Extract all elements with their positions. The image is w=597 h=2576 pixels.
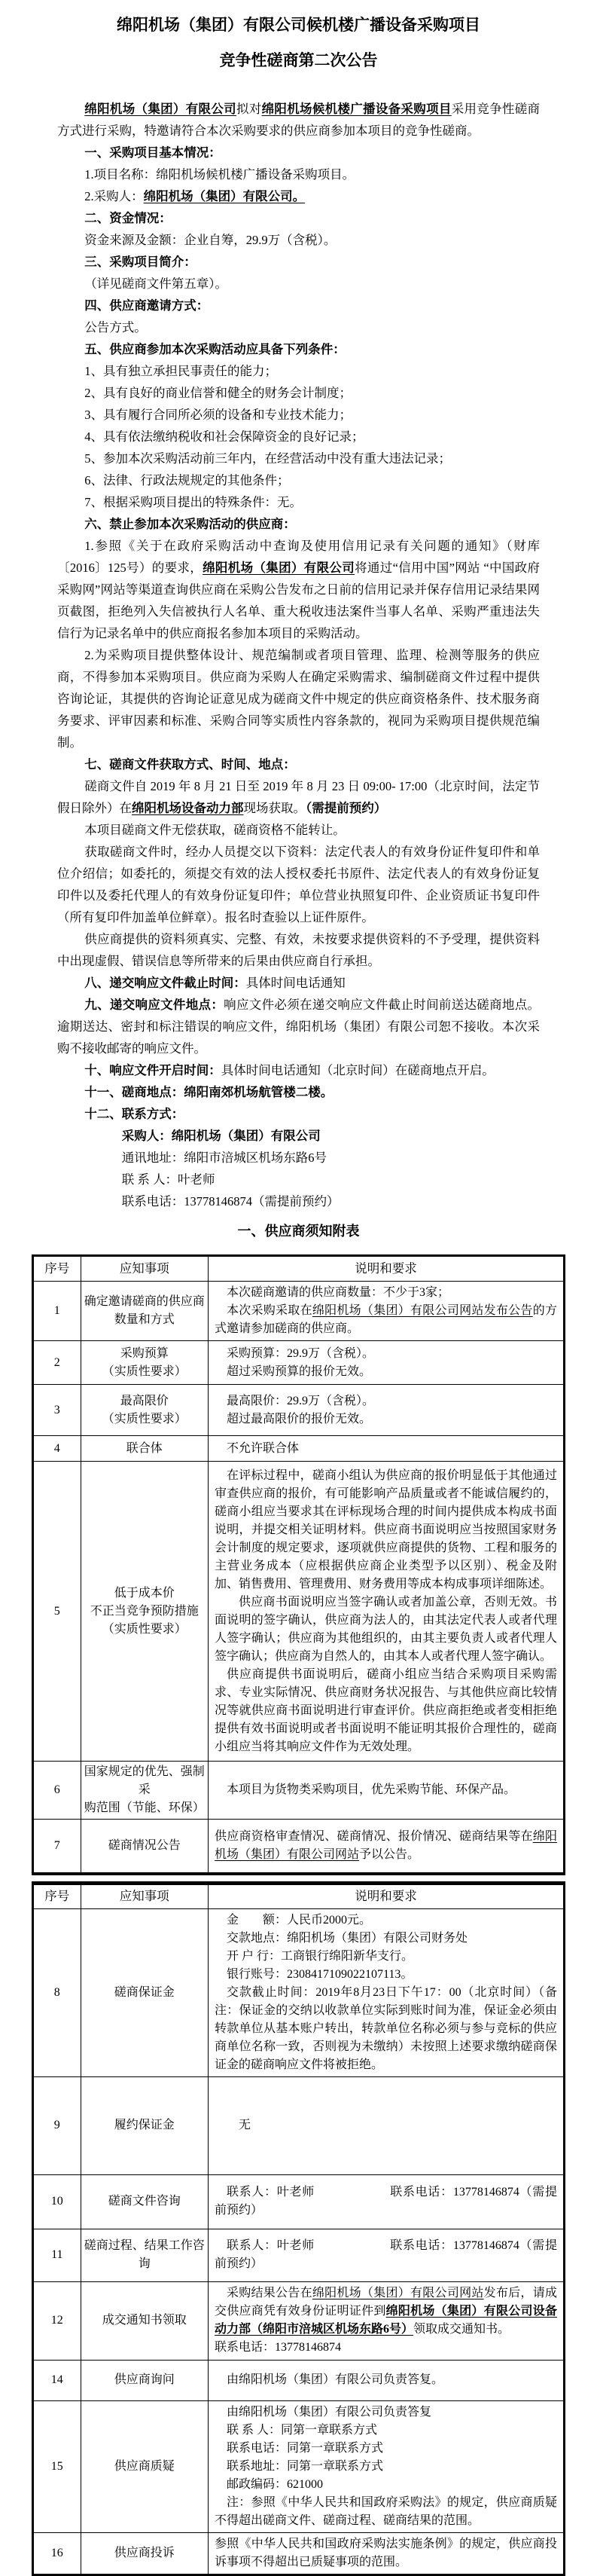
text-segment: 联系电话：同第一章联系方式: [226, 2441, 383, 2455]
row-item: [81, 1436, 208, 1462]
row-item: [81, 1762, 208, 1820]
row-item-line: 确定邀请磋商的供应商: [84, 1295, 205, 1308]
text-segment: 二、资金情况：: [84, 211, 172, 225]
paragraph: [57, 382, 540, 404]
table-row: [33, 1462, 565, 1762]
row-description-paragraph: [215, 2371, 557, 2389]
row-description-paragraph: [215, 1966, 557, 1984]
row-item-line: 国家规定的优先、强制采: [84, 1765, 205, 1796]
text-segment: 具体时间电话通知（北京时间）在磋商地点开启。: [221, 1063, 495, 1077]
paragraph: [57, 273, 540, 295]
text-segment: 绵阳机场设备动力部: [132, 801, 244, 815]
row-description-paragraph: [215, 1666, 557, 1756]
table-row: [33, 1282, 565, 1341]
text-segment: （详见磋商文件第五章）。: [84, 277, 228, 291]
text-segment: 采购结果公告在: [226, 2287, 312, 2299]
text-segment: 联系电话：13778146874（需提前预约）: [121, 1194, 340, 1209]
column-header: 说明和要求: [208, 1883, 564, 1908]
contact-line: [122, 1169, 540, 1190]
row-description-paragraph: [215, 1948, 557, 1966]
text-segment: 资金来源及金额：企业自筹，29.9万（含税）。: [84, 233, 337, 247]
text-segment: 联 系 人：同第一章联系方式: [226, 2423, 377, 2437]
text-segment: 具体时间电话通知: [245, 976, 346, 990]
table-row: [33, 2174, 565, 2229]
text-segment: 本次采购采取在: [226, 1304, 312, 1317]
text-segment: 十二、联系方式：: [84, 1107, 184, 1121]
contact-line: [122, 1125, 540, 1147]
text-segment: 现场获取。: [243, 801, 306, 815]
text-segment: 磋商文件自 2019 年 8 月 21 日至 2019 年 8 月 23 日 09:00- 17:00（北京时间，法定节假日除外）在: [57, 779, 540, 815]
row-description-paragraph: [215, 1911, 557, 1930]
paragraph: [57, 1059, 540, 1081]
row-number: 10: [33, 2174, 81, 2229]
table-row: [33, 2076, 565, 2174]
row-description-paragraph: [215, 2476, 557, 2494]
text-segment: 参照《中华人民共和国政府采购法实施条例》的规定，供应商投诉事项不得超出已质疑事项的范围。: [214, 2537, 557, 2568]
row-number: 6: [33, 1762, 81, 1820]
table-header-row: [33, 1256, 565, 1282]
row-description-paragraph: [215, 1594, 557, 1666]
paragraph: [57, 1081, 540, 1103]
text-segment: 超过采购预算的报价无效。: [226, 1364, 371, 1378]
row-description-paragraph: [215, 1467, 557, 1594]
row-description-paragraph: [215, 1392, 557, 1410]
row-number: 5: [33, 1462, 81, 1762]
row-item: [81, 2400, 208, 2532]
text-segment: 2.为采购项目提供整体设计、规范编制或者项目管理、监理、检测等服务的供应商，不得参加本采购项目。供应商为采购人在确定采购需求、编制磋商文件过程中提供咨询论证，其提供的咨询论证意见成为磋商文件中规定的供应商资格条件、技术服务商务要求、评审因素和标准、采购合同等实质性内容条款的，视同为采购项目提供规范编制。: [57, 648, 540, 750]
paragraph: [57, 644, 540, 753]
column-header: 应知事项: [81, 1883, 208, 1908]
row-item: [81, 2174, 208, 2229]
column-header: 序号: [33, 1883, 81, 1908]
text-segment: 由绵阳机场（集团）有限公司负责答复。: [226, 2373, 443, 2386]
text-segment: 注：参照《中华人民共和国政府采购法》的规定，供应商质疑不得超出磋商文件、磋商过程、磋商结果的范围。: [214, 2495, 557, 2527]
row-item: [81, 2360, 208, 2400]
row-description: [208, 2229, 564, 2281]
row-description: [208, 1385, 564, 1436]
row-item-line: 购范围（节能、环保）: [84, 1801, 205, 1814]
document-body: [57, 98, 540, 1212]
row-number: 11: [33, 2229, 81, 2281]
table-row: [33, 2229, 565, 2281]
text-segment: 银行账号：2308417109022107113。: [226, 1967, 413, 1981]
row-number: 12: [33, 2281, 81, 2360]
text-segment: 交款截止时间：2019年8月23日下午17：00（北京时间）（备注：保证金的交纳以收款单位实际到账时间为准，保证金必须由转款单位从基本账户转出，转款单位名称必须与参与竞标的供应商单位名称一致，否则视为未缴纳）未按照上述要求缴纳磋商保证金的磋商响应文件将被拒绝。: [214, 1985, 557, 2071]
row-description-paragraph: [215, 2116, 557, 2134]
row-item: [81, 1820, 208, 1874]
row-item: [81, 2076, 208, 2174]
text-segment: 一、采购项目基本情况：: [84, 145, 221, 160]
table-row: [33, 1385, 565, 1436]
row-description-paragraph: [215, 2237, 557, 2273]
text-segment: 十一、磋商地点：绵阳南郊机场航管楼二楼。: [84, 1085, 334, 1099]
row-description: [208, 1282, 564, 1341]
text-segment: 本次磋商邀请的供应商数量：不少于3家；: [226, 1286, 449, 1299]
section-heading: [57, 295, 540, 316]
paragraph: [57, 360, 540, 382]
text-segment: 供应商资格审查情况、磋商情况、报价情况、磋商结果等在: [214, 1829, 533, 1843]
paragraph: [57, 163, 540, 185]
row-item: [81, 2281, 208, 2360]
paragraph: [57, 448, 540, 469]
text-segment: 3、具有履行合同所必须的设备和专业技术能力；: [84, 408, 352, 422]
text-segment: 1.项目名称：绵阳机场候机楼广播设备采购项目。: [84, 167, 355, 182]
row-item-line: 不正当竞争预防措施: [90, 1604, 199, 1618]
row-description-paragraph: [215, 2422, 557, 2440]
tables-block: [0, 1254, 597, 2576]
row-item-line: 联合体: [126, 1441, 163, 1455]
text-segment: 公告方式。: [84, 320, 147, 335]
paragraph: [57, 775, 540, 819]
text-segment: 供应商提供的资料须真实、完整、有效，未按要求提供资料的不予受理，提供资料中出现虚假、错误信息等所带来的后果由供应商自行承担。: [57, 932, 540, 968]
row-item: [81, 2229, 208, 2281]
row-description-paragraph: [215, 1284, 557, 1302]
text-segment: 采购预算：29.9万（含税）。: [226, 1346, 374, 1360]
text-segment: 邮政编码：621000: [226, 2477, 323, 2491]
text-segment: 的方式邀请参加磋商的供应商。: [214, 1304, 557, 1335]
supplier-notes-table-1: [32, 1254, 565, 1875]
row-description: [208, 1462, 564, 1762]
text-segment: 领取成交通知书。: [413, 2323, 510, 2336]
row-item-line: 最高限价: [120, 1394, 169, 1407]
row-description-paragraph: [215, 1302, 557, 1338]
document-title: [57, 8, 540, 78]
row-description: [208, 1436, 564, 1462]
section-heading: [57, 513, 540, 535]
row-description-paragraph: [215, 1828, 557, 1864]
row-item-line: 供应商询问: [114, 2373, 175, 2386]
row-item: [81, 1462, 208, 1762]
document-text-block: [0, 8, 597, 1212]
row-description-paragraph: [215, 1345, 557, 1363]
text-segment: 响应文件必须在递交响应文件截止时间前送达磋商地点。逾期送达、密封和标注错误的响应文件，绵阳机场（集团）有限公司恕不接收。本次采购不接收邮寄的响应文件。: [57, 998, 541, 1056]
row-item-line: （实质性要求）: [102, 1412, 187, 1426]
column-header: 序号: [33, 1256, 81, 1282]
contact-line: [122, 1190, 540, 1212]
row-description-paragraph: [215, 2339, 557, 2357]
row-item-line: 履约保证金: [114, 2119, 175, 2131]
document-title-line1: 绵阳机场（集团）有限公司候机楼广播设备采购项目: [117, 16, 480, 34]
paragraph: [57, 469, 540, 491]
row-description: [208, 2400, 564, 2532]
row-description: [208, 1341, 564, 1385]
text-segment: 绵阳机场（集团）有限公司。: [143, 189, 306, 203]
appendix-heading: 一、供应商须知附表: [237, 1224, 360, 1239]
row-description-paragraph: [215, 1440, 557, 1458]
section-heading: [57, 338, 540, 360]
table-row: [33, 1436, 565, 1462]
paragraph: [57, 491, 540, 513]
section-heading: [57, 207, 540, 229]
paragraph: [57, 819, 540, 841]
text-segment: 六、禁止参加本次采购活动的供应商：: [84, 517, 296, 531]
row-description: [208, 2076, 564, 2174]
text-segment: 无: [238, 2119, 251, 2131]
row-description: [208, 1820, 564, 1874]
text-segment: 由绵阳机场（集团）有限公司负责答复: [226, 2405, 431, 2419]
text-segment: 通讯地址：绵阳市涪城区机场东路6号: [121, 1150, 327, 1165]
column-header: 应知事项: [81, 1256, 208, 1282]
column-header: 说明和要求: [208, 1256, 564, 1282]
text-segment: 1、具有独立承担民事责任的能力；: [84, 364, 278, 378]
text-segment: 联系人：叶老师 联系电话：13778146874（需提前预约）: [214, 2239, 557, 2270]
row-description: [208, 2360, 564, 2400]
text-segment: 拟对: [236, 102, 262, 116]
table-row: [33, 1341, 565, 1385]
text-segment: 绵阳机场（集团）有限公司设备动力部（绵阳市涪城区机场东路6号）: [214, 2305, 557, 2336]
row-description-paragraph: [215, 1930, 557, 1948]
text-segment: 采用竞争性磋商方式进行采购，特邀请符合本次采购要求的供应商参加本项目的竞争性磋商。: [57, 102, 541, 138]
row-description: [208, 2281, 564, 2360]
paragraph: [57, 404, 540, 426]
row-item: [81, 1341, 208, 1385]
text-segment: 绵阳机场（集团）有限公司: [203, 561, 355, 575]
row-number: 8: [33, 1908, 81, 2076]
text-segment: 1.参照《关于在政府采购活动中查询及使用信用记录有关问题的通知》（财库〔2016〕125号）的要求，: [57, 539, 540, 575]
row-number: 3: [33, 1385, 81, 1436]
text-segment: 金 额：人民币2000元。: [226, 1913, 371, 1927]
row-description-paragraph: [215, 2494, 557, 2530]
text-segment: 5、参加本次采购活动前三年内，在经营活动中没有重大违法记录；: [84, 451, 452, 466]
text-segment: 七、磋商文件获取方式、时间、地点：: [84, 757, 296, 772]
paragraph: [57, 229, 540, 251]
text-segment: 本项目为货物类采购项目，优先采购节能、环保产品。: [226, 1783, 516, 1796]
text-segment: 将通过“信用中国”网站 “中国政府采购网”网站等渠道查询供应商在采购公告发布之日前的信用记录并保存信用记录结果网页截图，拒绝列入失信被执行人名单、重大税收违法案件当事人名单、采购严重违法失信行为记录名单中的供应商报名参加本项目的采购活动。: [57, 561, 540, 640]
row-number: 15: [33, 2400, 81, 2532]
text-segment: 联 系 人：叶老师: [121, 1172, 215, 1187]
text-segment: 十、响应文件开启时间：: [84, 1063, 221, 1077]
text-segment: 2.采购人：: [84, 189, 144, 203]
row-description: [208, 2532, 564, 2574]
row-item-line: （实质性要求）: [102, 1622, 187, 1636]
row-item: [81, 1908, 208, 2076]
row-item: [81, 1385, 208, 1436]
text-segment: 本项目磋商文件无偿获取，磋商资格不能转让。: [84, 823, 346, 837]
supplier-notes-table-2: [32, 1881, 565, 2576]
row-number: 7: [33, 1820, 81, 1874]
text-segment: 八、递交响应文件截止时间：: [84, 976, 246, 990]
row-description: [208, 1908, 564, 2076]
text-segment: 发布后，请成交供应商凭有效身份证明证件到: [214, 2287, 557, 2318]
row-number: 2: [33, 1341, 81, 1385]
text-segment: 开 户 行：工商银行绵阳新华支行。: [226, 1949, 413, 1963]
row-item-line: 供应商投诉: [114, 2546, 175, 2559]
text-segment: 绵阳机场候机楼广播设备采购项目: [261, 102, 452, 116]
text-segment: 绵阳机场（集团）有限公司: [84, 102, 236, 116]
text-segment: 予以公告。: [358, 1847, 419, 1861]
row-item-line: 供应商质疑: [114, 2459, 175, 2473]
text-segment: 最高限价：29.9万（含税）。: [226, 1394, 374, 1407]
paragraph: [57, 928, 540, 972]
text-segment: 联系地址：同第一章联系方式: [226, 2459, 383, 2473]
text-segment: 4、具有依法缴纳税收和社会保障资金的良好记录；: [84, 429, 364, 444]
paragraph: [57, 972, 540, 994]
row-description-paragraph: [215, 1984, 557, 2074]
row-number: 1: [33, 1282, 81, 1341]
row-description-paragraph: [215, 2440, 557, 2458]
text-segment: 四、供应商邀请方式：: [84, 298, 209, 313]
text-segment: 交款地点：绵阳机场（集团）有限公司财务处: [226, 1931, 468, 1945]
text-segment: 绵阳机场（集团）有限公司网站: [312, 2287, 484, 2299]
row-description: [208, 2174, 564, 2229]
table-row: [33, 2400, 565, 2532]
row-description-paragraph: [215, 2284, 557, 2339]
row-item-line: 数量和方式: [114, 1313, 175, 1326]
row-item: [81, 1282, 208, 1341]
row-description-paragraph: [215, 2403, 557, 2422]
text-segment: （需提前预约）: [306, 801, 387, 815]
section-heading: [57, 1103, 540, 1125]
paragraph: [57, 185, 540, 207]
row-description-paragraph: [215, 1363, 557, 1381]
row-number: 4: [33, 1436, 81, 1462]
row-item-line: 磋商保证金: [114, 1985, 175, 1999]
text-segment: 绵阳机场（集团）有限公司网站发布公告: [312, 1304, 533, 1317]
row-number: 16: [33, 2532, 81, 2574]
table-row: [33, 2532, 565, 2574]
text-segment: 2、具有良好的商业信誉和健全的财务会计制度；: [84, 386, 352, 400]
text-segment: 绵阳机场（集团）有限公司网站: [214, 1829, 557, 1861]
contact-line: [122, 1147, 540, 1169]
row-description: [208, 1762, 564, 1820]
table-row: [33, 1762, 565, 1820]
paragraph: [57, 535, 540, 644]
document-title-line2: 竞争性磋商第二次公告: [219, 51, 378, 69]
row-description-paragraph: [215, 2183, 557, 2220]
section-heading: [57, 142, 540, 163]
row-description-paragraph: [215, 2458, 557, 2476]
row-item-line: 磋商过程、结果工作咨询: [84, 2239, 205, 2270]
row-item-line: 采购预算: [120, 1346, 169, 1360]
row-item-line: 成交通知书领取: [102, 2314, 187, 2327]
row-item-line: 磋商情况公告: [108, 1838, 181, 1852]
text-segment: 联系人：叶老师 联系电话：13778146874（需提前预约）: [214, 2186, 557, 2217]
row-description-paragraph: [215, 1410, 557, 1429]
row-description-paragraph: [215, 2535, 557, 2571]
table-row: [33, 2360, 565, 2400]
row-item-line: 低于成本价: [114, 1586, 175, 1600]
text-segment: 联系电话：13778146874: [214, 2341, 341, 2354]
row-number: 9: [33, 2076, 81, 2174]
row-item-line: 磋商文件咨询: [108, 2195, 181, 2208]
table-row: [33, 2281, 565, 2360]
text-segment: 6、法律、行政法规规定的其他条件；: [84, 473, 290, 487]
text-segment: 在评标过程中，磋商小组认为供应商的报价明显低于其他通过审查供应商的报价，有可能影响产品质量或者不能诚信履约的，磋商小组应当要求其在评标现场合理的时间内提供成本构成书面说明，并提交相关证明材料。供应商书面说明应当按照国家财务会计制度的规定要求，逐项就供应商提供的货物、工程和服务的主营业务成本（应根据供应商企业类型予以区别）、税金及附加、销售费用、管理费用、财务费用等成本构成事项详细陈述。: [214, 1468, 557, 1591]
row-item: [81, 2532, 208, 2574]
text-segment: 7、根据采购项目提出的特殊条件：无。: [84, 495, 303, 509]
paragraph: [57, 316, 540, 338]
paragraph: [57, 994, 540, 1059]
table-row: [33, 1820, 565, 1874]
text-segment: 九、递交响应文件地点：: [84, 998, 224, 1012]
text-segment: 超过最高限价的报价无效。: [226, 1412, 371, 1426]
paragraph: [57, 98, 540, 142]
text-segment: 不允许联合体: [226, 1441, 299, 1455]
row-item-line: （实质性要求）: [102, 1364, 187, 1378]
row-description-paragraph: [215, 1781, 557, 1799]
section-heading: [57, 251, 540, 273]
row-number: 14: [33, 2360, 81, 2400]
paragraph: [57, 841, 540, 928]
table-row: [33, 1908, 565, 2076]
text-segment: 供应商书面说明应当签字确认或者加盖公章，否则无效。书面说明的签字确认，供应商为法人的，由其法定代表人或者代理人签字确认；供应商为其他组织的，由其主要负责人或者代理人签字确认；供应商为自然人的，由其本人或者代理人签字确认。: [214, 1595, 557, 1663]
paragraph: [57, 426, 540, 448]
section-heading: [57, 753, 540, 775]
text-segment: 采购人：绵阳机场（集团）有限公司: [121, 1129, 321, 1143]
text-segment: 五、供应商参加本次采购活动应具备下列条件：: [84, 342, 346, 356]
text-segment: 三、采购项目简介：: [84, 255, 196, 269]
table-header-row: [33, 1883, 565, 1908]
text-segment: 获取磋商文件时，经办人员提交以下资料：法定代表人的有效身份证件复印件和单位介绍信；如委托的，须提交有效的法人授权委托书原件、法定代表人的有效身份证复印件以及委托代理人的有效身份证复印件；单位营业执照复印件、企业资质证书复印件（所有复印件加盖单位鲜章）。报名时查验以上证件原件。: [57, 845, 540, 924]
text-segment: 供应商提供书面说明后，磋商小组应当结合采购项目采购需求、专业实际情况、供应商财务状况报告、与其他供应商比较情况等就供应商书面说明进行审查评价。供应商拒绝或者变相拒绝提供有效书面说明或者书面说明不能证明其报价合理性的，磋商小组应当将其响应文件作为无效处理。: [214, 1667, 557, 1753]
